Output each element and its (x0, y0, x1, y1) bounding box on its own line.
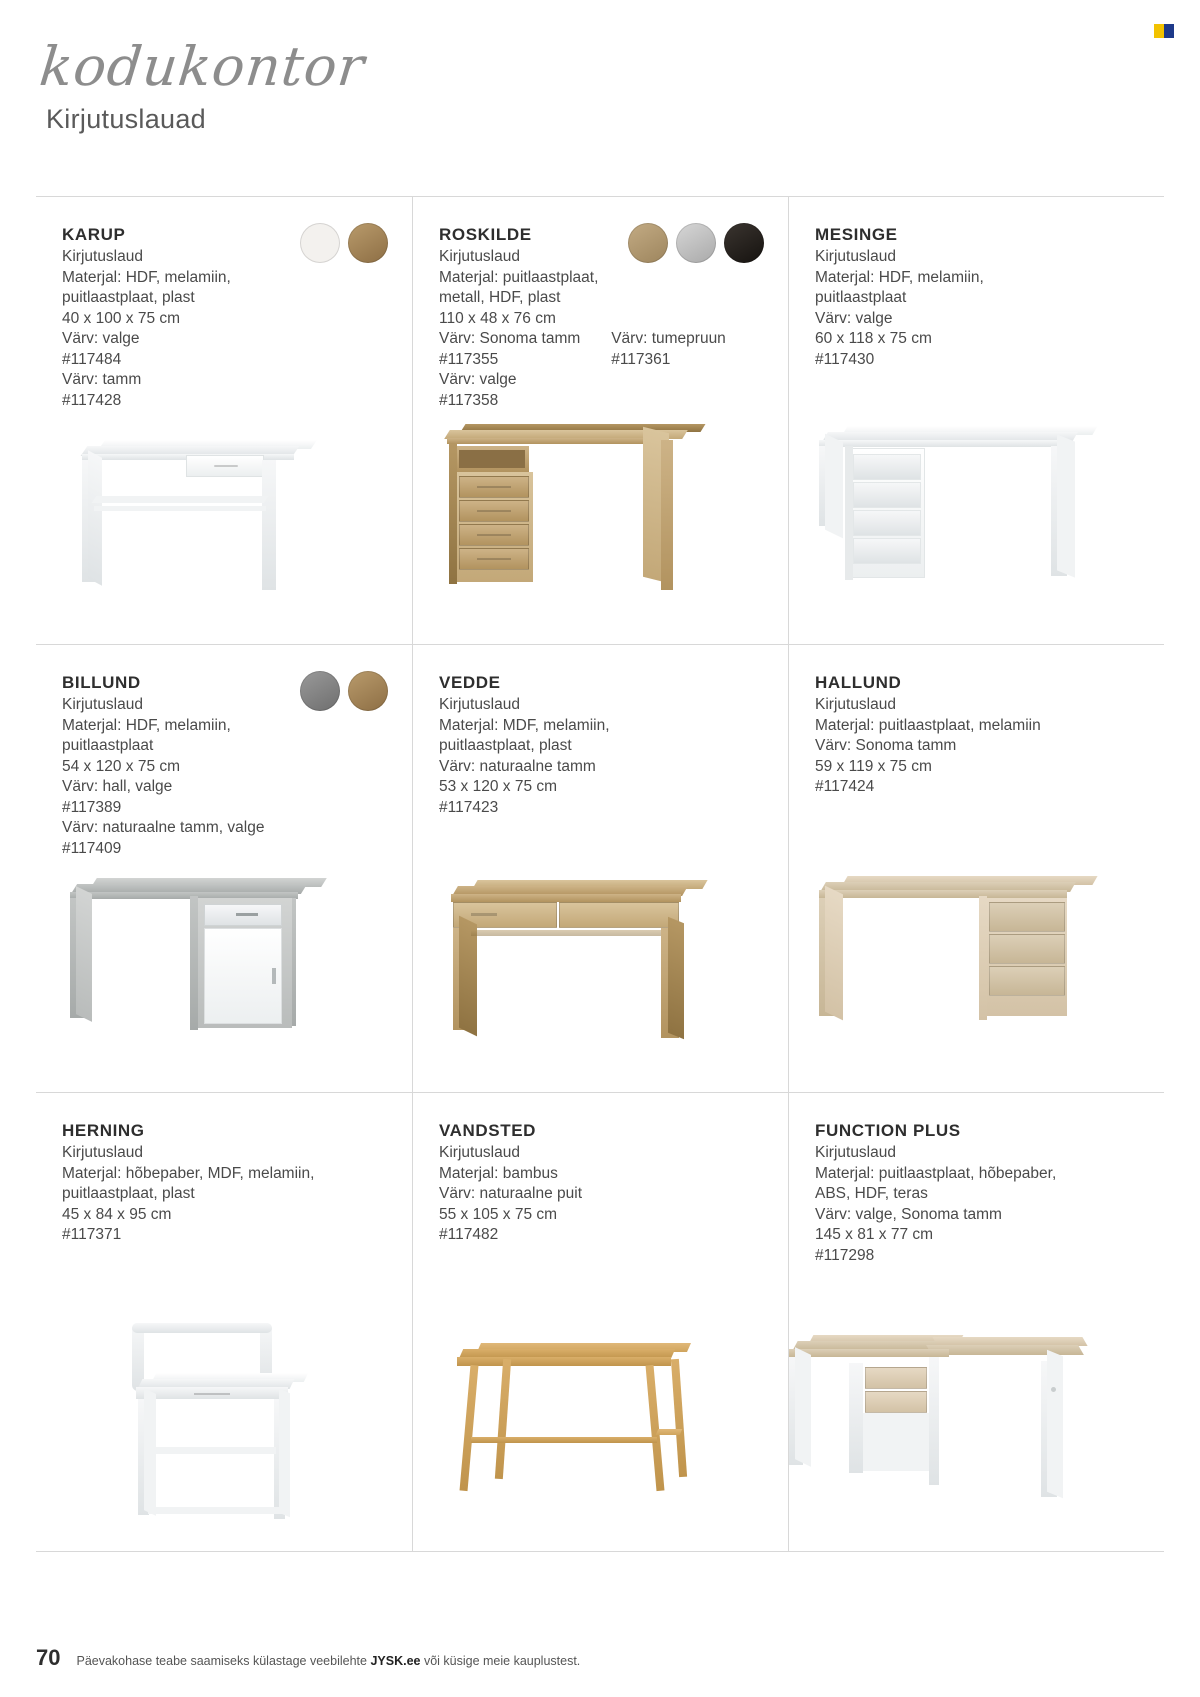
product-code-1: #117389 (62, 798, 122, 816)
product-image-mesinge (789, 410, 1164, 630)
product-card-function-plus[interactable] (788, 1092, 1164, 1552)
product-color-1: Värv: Sonoma tamm (815, 737, 957, 754)
product-type: Kirjutuslaud (439, 1144, 520, 1161)
product-card-billund[interactable] (36, 644, 412, 1092)
product-code-1: #117371 (62, 1226, 122, 1243)
product-details (62, 1143, 386, 1246)
product-size: 40 x 100 x 75 cm (62, 309, 181, 327)
product-details (439, 695, 762, 818)
product-details (62, 695, 386, 859)
product-material-cont: puitlaastplaat, plast (439, 737, 572, 754)
product-material: Materjal: HDF, melamiin, (62, 716, 231, 734)
swatch-dark-brown[interactable] (724, 223, 764, 263)
product-color-1: Värv: valge (62, 330, 140, 347)
product-material-cont: puitlaastplaat (815, 289, 907, 306)
product-card-mesinge[interactable] (788, 196, 1164, 644)
swatch-oak[interactable] (348, 223, 388, 263)
product-code-1: #117430 (815, 350, 875, 368)
swatch-grey[interactable] (300, 671, 340, 711)
page-header (36, 35, 740, 135)
product-name: HERNING (62, 1121, 145, 1140)
product-name: MESINGE (815, 225, 898, 244)
product-material-cont: metall, HDF, plast (439, 289, 561, 306)
swatch-white[interactable] (676, 223, 716, 263)
swatch-sonoma-oak[interactable] (628, 223, 668, 263)
product-details (815, 1143, 1138, 1266)
footer-link[interactable]: JYSK.ee (370, 1654, 421, 1668)
product-material: Materjal: HDF, melamiin, (62, 268, 231, 286)
product-code-1: #117424 (815, 778, 875, 795)
product-type: Kirjutuslaud (439, 696, 520, 713)
page-title: Kirjutuslauad (46, 104, 206, 134)
product-type: Kirjutuslaud (62, 696, 143, 713)
product-material-cont: puitlaastplaat, plast (62, 289, 195, 306)
product-image-billund (36, 858, 412, 1078)
product-color-1: Värv: naturaalne tamm (439, 757, 596, 775)
product-material: Materjal: hõbepaber, MDF, melamiin, (62, 1164, 315, 1182)
color-swatches[interactable] (628, 223, 764, 263)
product-image-herning (36, 1317, 412, 1537)
product-material-cont: ABS, HDF, teras (815, 1185, 928, 1202)
product-color-1: Värv: valge (815, 309, 893, 327)
page-footer (36, 1645, 1164, 1671)
color-swatches[interactable] (300, 223, 388, 263)
product-material: Materjal: puitlaastplaat, melamiin (815, 716, 1041, 734)
product-card-vedde[interactable] (412, 644, 788, 1092)
product-card-karup[interactable] (36, 196, 412, 644)
product-size: 53 x 120 x 75 cm (439, 778, 558, 795)
product-color-1: Värv: valge, Sonoma tamm (815, 1205, 1002, 1223)
product-color-3: Värv: tumepruun (611, 330, 726, 347)
product-size: 45 x 84 x 95 cm (62, 1205, 172, 1223)
product-material: Materjal: puitlaastplaat, hõbepaber, (815, 1164, 1057, 1182)
product-image-function-plus (789, 1317, 1164, 1537)
product-size: 145 x 81 x 77 cm (815, 1226, 934, 1243)
product-name: FUNCTION PLUS (815, 1121, 961, 1140)
footer-note-before: Päevakohase teabe saamiseks külastage veebilehte (76, 1654, 371, 1668)
product-details (815, 247, 1138, 370)
product-code-1: #117482 (439, 1226, 499, 1243)
product-code-2: #117409 (62, 839, 122, 857)
product-card-herning[interactable] (36, 1092, 412, 1552)
product-color-2: Värv: naturaalne tamm, valge (62, 819, 265, 836)
product-code-3: #117361 (611, 350, 671, 368)
product-name: VEDDE (439, 673, 501, 692)
product-card-roskilde[interactable] (412, 196, 788, 644)
product-color-1: Värv: Sonoma tamm (439, 330, 581, 347)
product-material: Materjal: bambus (439, 1164, 558, 1182)
product-size: 55 x 105 x 75 cm (439, 1205, 558, 1223)
product-color-1: Värv: naturaalne puit (439, 1185, 583, 1202)
product-color-2: Värv: tamm (62, 371, 142, 388)
product-type: Kirjutuslaud (815, 1144, 896, 1161)
product-code-2: #117358 (439, 391, 499, 409)
product-name: KARUP (62, 225, 126, 244)
product-name: HALLUND (815, 673, 902, 692)
product-size: 60 x 118 x 75 cm (815, 330, 932, 347)
product-image-roskilde (413, 410, 788, 630)
product-details (62, 247, 386, 411)
product-type: Kirjutuslaud (62, 248, 143, 265)
product-material-cont: puitlaastplaat, plast (62, 1185, 195, 1202)
footer-note (76, 1654, 580, 1668)
product-type: Kirjutuslaud (62, 1144, 143, 1161)
product-material: Materjal: HDF, melamiin, (815, 268, 984, 286)
product-material: Materjal: MDF, melamiin, (439, 716, 610, 734)
product-code-1: #117484 (62, 350, 122, 368)
product-size: 54 x 120 x 75 cm (62, 757, 181, 775)
print-registration-mark (1154, 24, 1176, 40)
product-size: 59 x 119 x 75 cm (815, 757, 932, 775)
product-material-cont: puitlaastplaat (62, 737, 154, 754)
product-name: BILLUND (62, 673, 141, 692)
product-material: Materjal: puitlaastplaat, (439, 268, 599, 286)
product-code-1: #117355 (439, 350, 499, 368)
product-type: Kirjutuslaud (815, 248, 896, 265)
product-color-2: Värv: valge (439, 371, 517, 388)
product-card-hallund[interactable] (788, 644, 1164, 1092)
product-grid (36, 196, 1164, 1552)
swatch-white[interactable] (300, 223, 340, 263)
brand-title: kodukontor (36, 35, 368, 98)
product-name: VANDSTED (439, 1121, 537, 1140)
product-code-1: #117298 (815, 1246, 875, 1264)
swatch-natural-oak[interactable] (348, 671, 388, 711)
footer-note-after: või küsige meie kauplustest. (420, 1654, 581, 1668)
product-variants (439, 329, 762, 411)
color-swatches[interactable] (300, 671, 388, 711)
product-code-1: #117423 (439, 798, 499, 816)
product-image-vedde (413, 858, 788, 1078)
product-color-1: Värv: hall, valge (62, 778, 173, 795)
product-details (439, 1143, 762, 1246)
page-number: 70 (36, 1645, 61, 1670)
product-card-vandsted[interactable] (412, 1092, 788, 1552)
product-size: 110 x 48 x 76 cm (439, 309, 556, 327)
product-details (815, 695, 1138, 798)
product-type: Kirjutuslaud (815, 696, 896, 713)
product-image-vandsted (413, 1317, 788, 1537)
product-type: Kirjutuslaud (439, 248, 520, 265)
product-name: ROSKILDE (439, 225, 532, 244)
product-image-karup (36, 410, 412, 630)
product-image-hallund (789, 858, 1164, 1078)
product-code-2: #117428 (62, 391, 122, 409)
